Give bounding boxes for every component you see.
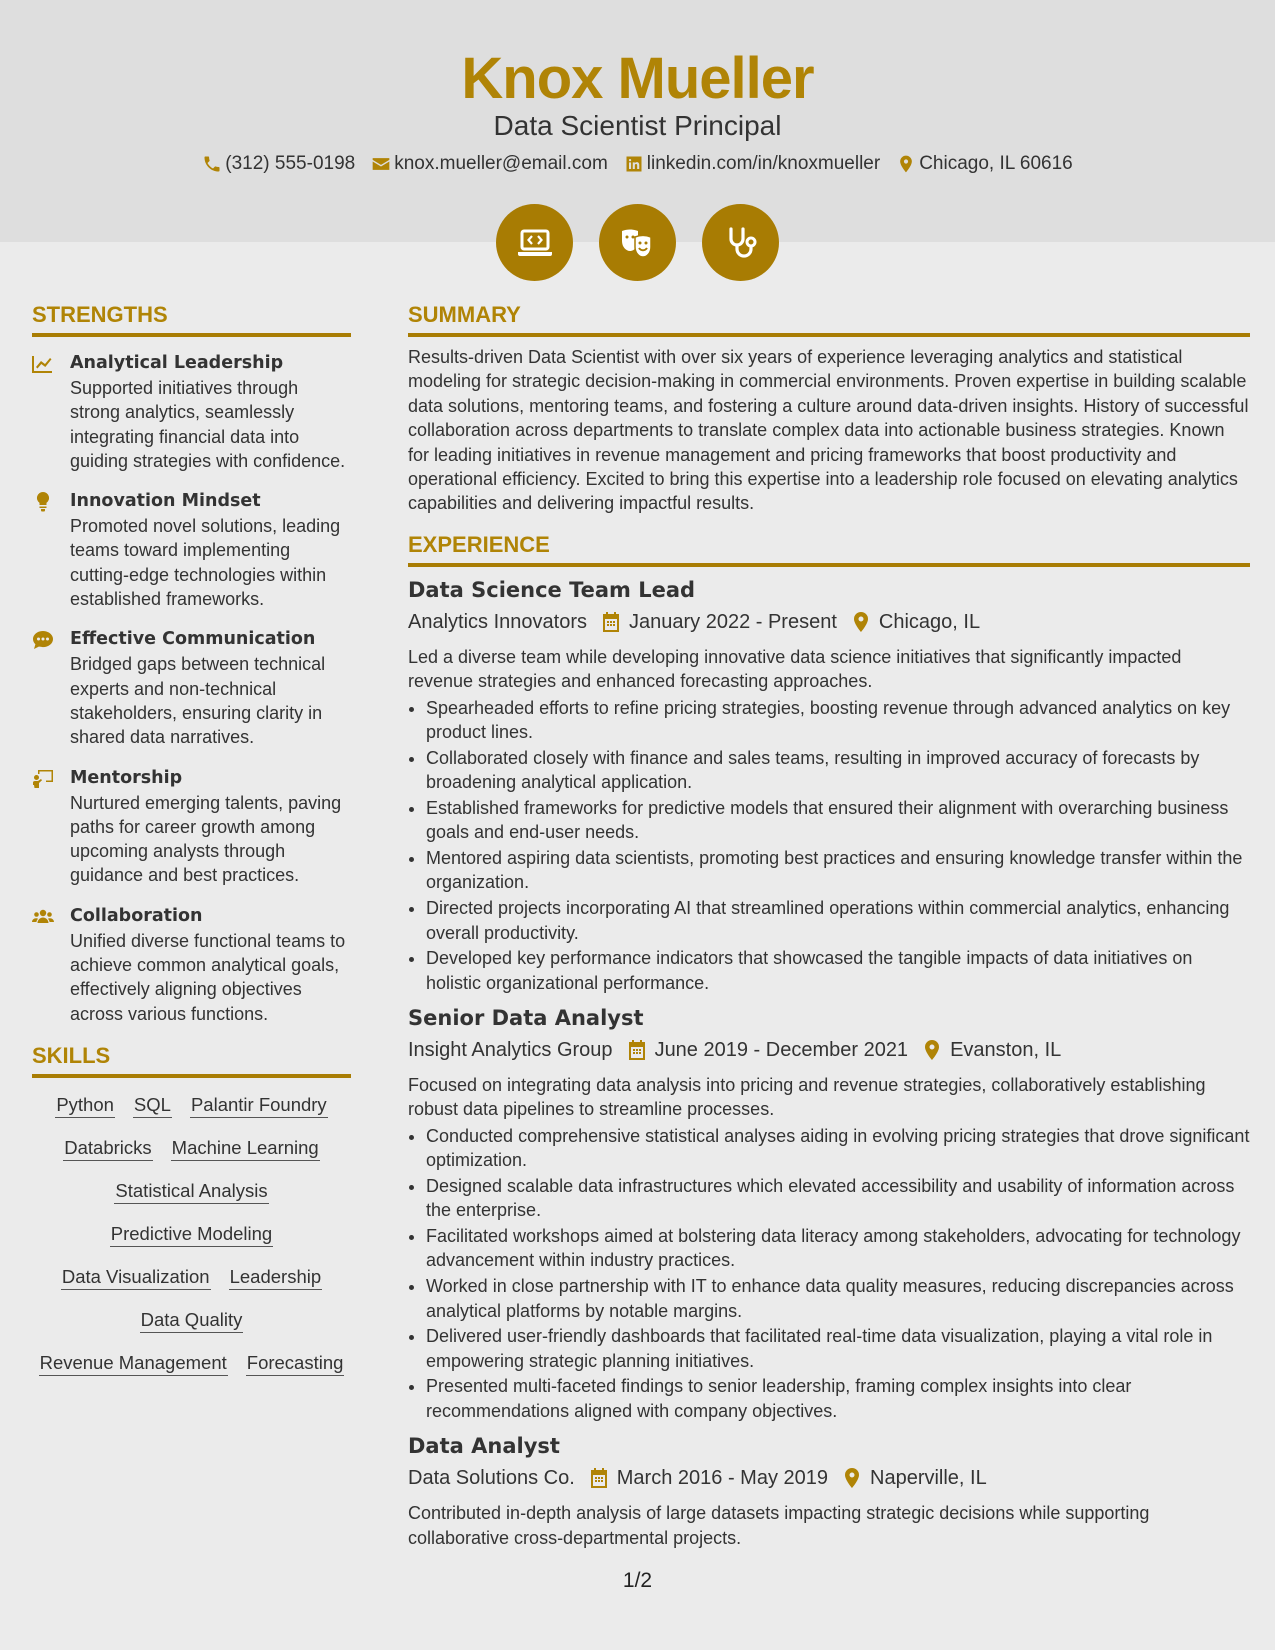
strength-item xyxy=(32,488,351,611)
job-bullets xyxy=(408,1124,1250,1423)
laptop-code-icon xyxy=(515,223,555,263)
job-description: Led a diverse team while developing innovative data science initiatives that significantly impacted revenue strategies and enhanced forecasting approaches. xyxy=(408,646,1182,692)
job-location: Naperville, IL xyxy=(870,1467,987,1490)
calendar-icon xyxy=(601,611,621,633)
bullet-item: • Worked in close partnership with IT to enhance data quality measures, reducing discrepancies across analytical platforms by notable margins. xyxy=(426,1274,1250,1323)
bullet-item: • Mentored aspiring data scientists, promoting best practices and ensuring knowledge transfer within the organization. xyxy=(426,846,1250,895)
strength-title: Mentorship xyxy=(70,767,183,788)
email-text: knox.mueller@email.com xyxy=(394,153,608,174)
bullet-item: • Collaborated closely with finance and sales teams, resulting in improved accuracy of forecasts by broadening analytical application. xyxy=(426,746,1250,795)
skills-heading: SKILLS xyxy=(32,1041,351,1078)
skill-tag: Databricks xyxy=(63,1135,152,1161)
job-description: Focused on integrating data analysis into pricing and revenue strategies, collaboratively establishing robust data pipelines to streamline processes. xyxy=(408,1075,1206,1120)
bullet-item: • Facilitated workshops aimed at bolstering data literacy among stakeholders, advocating for technology advancement within industry practices. xyxy=(426,1224,1250,1273)
job-meta xyxy=(408,1035,1250,1065)
job-bullets xyxy=(408,696,1250,995)
skill-row xyxy=(32,1307,351,1333)
bullet-item: • Designed scalable data infrastructures which elevated accessibility and usability of information across the enterprise. xyxy=(426,1174,1250,1223)
job-company: Analytics Innovators xyxy=(408,610,587,633)
skill-row xyxy=(32,1264,351,1290)
map-marker-icon xyxy=(922,1039,942,1061)
skill-tag: SQL xyxy=(133,1092,172,1118)
skill-row xyxy=(32,1178,351,1204)
job-location: Chicago, IL xyxy=(878,610,981,633)
strength-title: Analytical Leadership xyxy=(70,353,284,373)
strength-item xyxy=(32,903,351,1026)
job-company: Data Solutions Co. xyxy=(408,1467,575,1490)
bullet-item: • Directed projects incorporating AI that streamlined operations within commercial analytics, enhancing overall productivity. xyxy=(426,896,1250,945)
bullet-item: • Developed key performance indicators that showcased the tangible impacts of data initiatives on holistic organizational performance. xyxy=(426,946,1250,995)
job-dates: January 2022 - Present xyxy=(628,610,837,633)
bullet-item: • Delivered user-friendly dashboards that facilitated real-time data visualization, playing a vital role in empowering strategic planning initiatives. xyxy=(426,1324,1250,1373)
badge-laptop xyxy=(496,204,573,281)
job-title: Senior Data Analyst xyxy=(408,1006,644,1031)
contact-bar xyxy=(0,150,1275,178)
linkedin-text: linkedin.com/in/knoxmueller xyxy=(646,153,881,174)
strength-item xyxy=(32,350,351,473)
badge-row xyxy=(0,204,1275,281)
strength-title: Innovation Mindset xyxy=(70,491,261,512)
bullet-item: • Conducted comprehensive statistical analyses aiding in evolving pricing strategies that drove significant optimization. xyxy=(426,1124,1250,1173)
skill-tag: Data Quality xyxy=(140,1307,244,1333)
contact-phone[interactable] xyxy=(202,150,355,178)
right-column xyxy=(408,300,1250,1550)
summary-heading: SUMMARY xyxy=(408,300,1250,337)
strength-item xyxy=(32,626,351,749)
job-entry xyxy=(408,1003,1250,1423)
job-location: Evanston, IL xyxy=(950,1039,1062,1062)
calendar-icon xyxy=(627,1039,647,1061)
theater-masks-icon xyxy=(618,223,658,263)
job-dates: June 2019 - December 2021 xyxy=(654,1039,909,1062)
skill-row xyxy=(32,1135,351,1161)
skill-tag: Leadership xyxy=(229,1264,323,1290)
strength-desc: Promoted novel solutions, leading teams toward implementing cutting-edge technologies within established frameworks. xyxy=(70,516,341,610)
skill-tag: Data Visualization xyxy=(61,1264,211,1290)
strength-desc: Bridged gaps between technical experts and non-technical stakeholders, ensuring clarity in shared data narratives. xyxy=(70,654,326,748)
strengths-list xyxy=(32,350,351,1026)
skill-row xyxy=(32,1221,351,1247)
skill-tag: Palantir Foundry xyxy=(190,1092,328,1118)
contact-linkedin[interactable] xyxy=(624,150,880,178)
contact-email[interactable] xyxy=(371,150,608,178)
phone-icon xyxy=(202,154,222,174)
skill-tag: Statistical Analysis xyxy=(114,1178,268,1204)
strength-desc: Unified diverse functional teams to achieve common analytical goals, effectively aligning objectives across various functions. xyxy=(70,930,346,1024)
strength-desc: Nurtured emerging talents, paving paths for career growth among upcoming analysts through guidance and best practices. xyxy=(70,792,342,886)
contact-location xyxy=(896,150,1073,178)
page-number: 1/2 xyxy=(622,1569,653,1592)
skills-list xyxy=(32,1092,351,1376)
badge-stethoscope xyxy=(702,204,779,281)
map-marker-icon xyxy=(851,611,871,633)
phone-text: (312) 555-0198 xyxy=(225,153,356,174)
bullet-item: • Presented multi-faceted findings to senior leadership, framing complex insights into clear recommendations aligned with company objectives. xyxy=(426,1374,1250,1423)
job-meta xyxy=(408,1463,1250,1493)
experience-heading: EXPERIENCE xyxy=(408,530,1250,567)
strength-item xyxy=(32,765,351,888)
skill-row xyxy=(32,1350,351,1376)
calendar-icon xyxy=(589,1467,609,1489)
chalkboard-teacher-icon xyxy=(32,769,54,789)
strengths-heading: STRENGTHS xyxy=(32,300,351,337)
location-text: Chicago, IL 60616 xyxy=(919,153,1073,174)
stethoscope-icon xyxy=(721,223,761,263)
candidate-title: Data Scientist Principal xyxy=(493,110,782,141)
skill-tag: Predictive Modeling xyxy=(110,1221,273,1247)
bullet-item: • Established frameworks for predictive models that ensured their alignment with overarching business goals and end-user needs. xyxy=(426,796,1250,845)
linkedin-icon xyxy=(624,154,644,174)
job-meta xyxy=(408,607,1250,637)
strength-title: Effective Communication xyxy=(70,629,316,650)
skill-tag: Machine Learning xyxy=(171,1135,320,1161)
left-column xyxy=(32,300,351,1393)
job-entry xyxy=(408,1431,1250,1550)
map-marker-icon xyxy=(896,154,916,174)
skill-tag: Revenue Management xyxy=(39,1350,228,1376)
job-title: Data Analyst xyxy=(408,1434,560,1459)
chart-line-icon xyxy=(32,354,54,374)
strength-desc: Supported initiatives through strong analytics, seamlessly integrating financial data into guiding strategies with confidence. xyxy=(70,378,346,471)
bullet-item: • Spearheaded efforts to refine pricing strategies, boosting revenue through advanced analytics on key product lines. xyxy=(426,696,1250,745)
comment-dots-icon xyxy=(32,630,54,650)
job-description: Contributed in-depth analysis of large datasets impacting strategic decisions while supporting collaborative cross-departmental projects. xyxy=(408,1503,1150,1548)
summary-text: Results-driven Data Scientist with over six years of experience leveraging analytics and statistical modeling for strategic decision-making in commercial environments. Proven expertise in building scalable data solutions, mentoring teams, and fostering a culture around data-driven insights. History of successful collaboration across departments to translate complex data into actionable business strategies. Known for leading initiatives in revenue management and pricing frameworks that boost productivity and operational efficiency. Excited to bring this expertise into a leadership role focused on elevating analytics capabilities and delivering impactful results. xyxy=(408,347,1249,514)
skill-tag: Forecasting xyxy=(246,1350,345,1376)
job-company: Insight Analytics Group xyxy=(408,1039,613,1062)
skill-row xyxy=(32,1092,351,1118)
skill-tag: Python xyxy=(55,1092,115,1118)
map-marker-icon xyxy=(842,1467,862,1489)
badge-masks xyxy=(599,204,676,281)
lightbulb-icon xyxy=(32,492,54,512)
strength-title: Collaboration xyxy=(70,905,203,926)
job-title: Data Science Team Lead xyxy=(408,577,696,602)
envelope-icon xyxy=(371,154,391,174)
users-icon xyxy=(32,907,54,927)
candidate-name: Knox Mueller xyxy=(461,46,814,111)
job-entry xyxy=(408,575,1250,995)
job-dates: March 2016 - May 2019 xyxy=(616,1467,828,1490)
